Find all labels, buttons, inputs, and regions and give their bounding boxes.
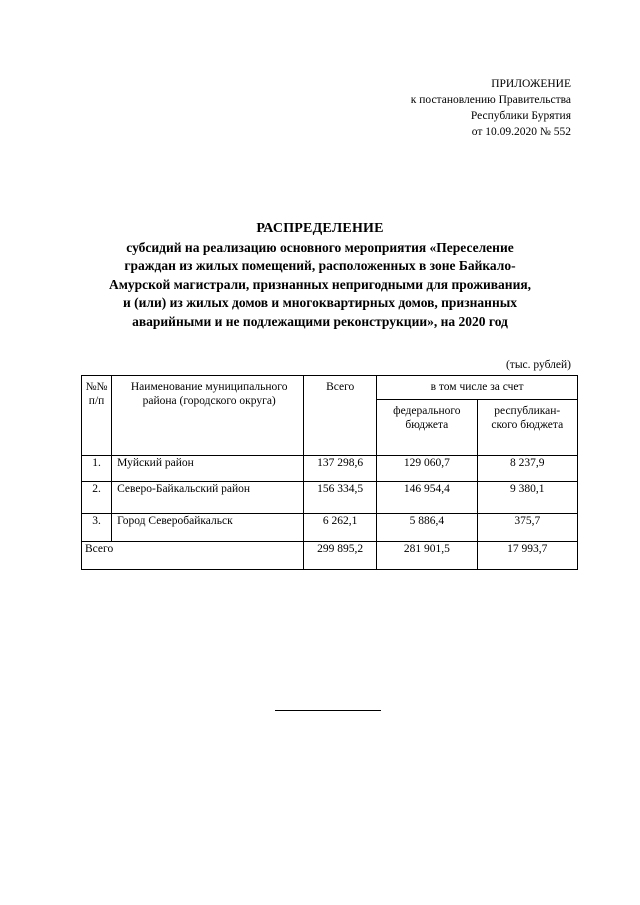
distribution-table xyxy=(81,375,578,570)
header-total: Всего xyxy=(304,376,377,456)
title-line-4: и (или) из жилых домов и многоквартирных домов, признанных xyxy=(122,295,518,310)
annex-block xyxy=(411,76,571,140)
table-header-row xyxy=(82,376,578,400)
header-municipality-line1: Наименование муниципального xyxy=(130,381,288,393)
row-total: 137 298,6 xyxy=(304,456,377,482)
row-federal: 146 954,4 xyxy=(377,482,477,514)
row-municipality: Северо-Байкальский район xyxy=(112,482,304,514)
row-republican: 375,7 xyxy=(477,514,577,542)
row-municipality: Муйский район xyxy=(112,456,304,482)
units-label: (тыс. рублей) xyxy=(505,359,571,371)
header-including: в том числе за счет xyxy=(377,376,578,400)
row-total: 156 334,5 xyxy=(304,482,377,514)
title-line-1: субсидий на реализацию основного мероприятия «Переселение xyxy=(126,239,514,255)
total-federal: 281 901,5 xyxy=(377,542,477,570)
row-federal: 5 886,4 xyxy=(377,514,477,542)
header-municipality-line2: района (городского округа) xyxy=(142,395,276,407)
table-row xyxy=(82,456,578,482)
title-line-5: аварийными и не подлежащими реконструкции», на 2020 год xyxy=(132,313,508,329)
row-republican: 8 237,9 xyxy=(477,456,577,482)
row-number: 2. xyxy=(82,482,112,514)
header-federal-line1: федерального xyxy=(393,405,461,417)
total-republican: 17 993,7 xyxy=(477,542,577,570)
row-number: 3. xyxy=(82,514,112,542)
end-of-document-line xyxy=(275,710,381,711)
header-republican-line1: республикан- xyxy=(494,405,561,417)
table-total-row xyxy=(82,542,578,570)
header-number-line1: №№ xyxy=(85,381,108,393)
header-federal-line2: бюджета xyxy=(405,419,449,431)
document-heading: РАСПРЕДЕЛЕНИЕ xyxy=(256,221,384,236)
row-municipality: Город Северобайкальск xyxy=(112,514,304,542)
title-line-3: Амурской магистрали, признанных непригодными для проживания, xyxy=(108,276,532,292)
annex-title: ПРИЛОЖЕНИЕ xyxy=(491,78,571,90)
row-total: 6 262,1 xyxy=(304,514,377,542)
total-label: Всего xyxy=(82,542,304,570)
row-federal: 129 060,7 xyxy=(377,456,477,482)
row-number: 1. xyxy=(82,456,112,482)
table-row xyxy=(82,482,578,514)
title-line-2: граждан из жилых помещений, расположенных в зоне Байкало- xyxy=(124,258,516,273)
total-sum: 299 895,2 xyxy=(304,542,377,570)
row-republican: 9 380,1 xyxy=(477,482,577,514)
document-title-block xyxy=(60,220,580,331)
header-number-line2: п/п xyxy=(88,395,105,407)
table-row xyxy=(82,514,578,542)
header-municipality xyxy=(112,376,304,456)
annex-line-date: от 10.09.2020 № 552 xyxy=(471,126,571,138)
annex-line-republic: Республики Бурятия xyxy=(470,110,571,122)
header-federal xyxy=(377,400,477,456)
header-republican xyxy=(477,400,577,456)
header-republican-line2: ского бюджета xyxy=(491,419,564,431)
annex-line-decree: к постановлению Правительства xyxy=(410,94,571,106)
header-number xyxy=(82,376,112,456)
